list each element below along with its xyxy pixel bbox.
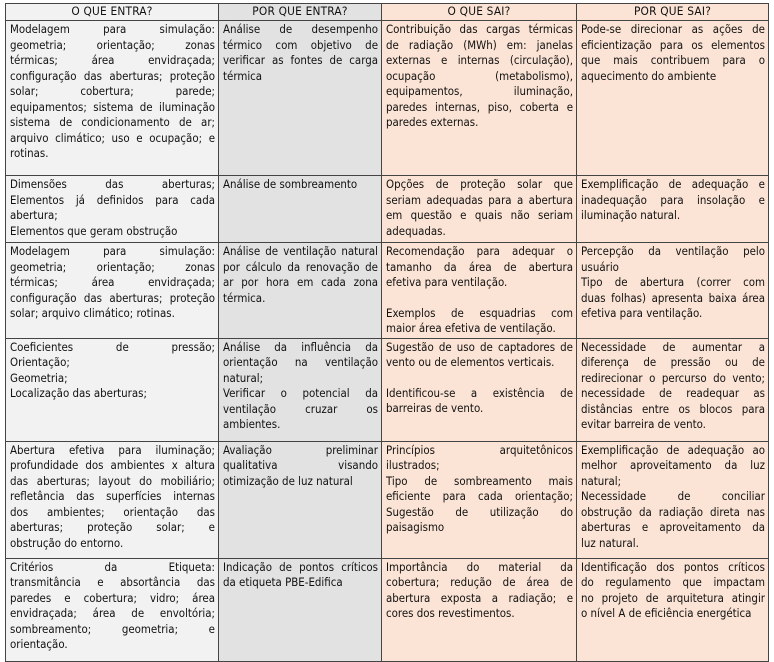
cell-text-line: Exemplificação de adequação e: [581, 177, 765, 191]
cell-text-line: o nível A de eficiência energética: [581, 606, 752, 620]
cell-text-line: Abertura efetiva para iluminação;: [10, 442, 215, 457]
cell-text-line: distâncias entre os blocos para: [581, 401, 765, 416]
cell-text-line: seriam adequadas para a abertura: [386, 192, 573, 207]
cell-text-line: Necessidade de conciliar: [581, 489, 765, 503]
por-que-entra-cell: [219, 558, 382, 661]
cell-text-line: Percepção da ventilação pelo: [581, 244, 765, 258]
cell-text-line: melhor aproveitamento da luz: [581, 458, 765, 472]
cell-text-line: diferença de pressão ou de: [581, 355, 765, 369]
cell-text-line: aberturas e aproveitamento da: [581, 520, 765, 534]
cell-text-line: paisagismo: [386, 520, 445, 534]
cell-text-line: Análise de sombreamento: [223, 177, 358, 191]
o-que-sai-cell: [382, 338, 577, 441]
cell-text-line: Tipo de abertura (correr com: [581, 275, 765, 289]
cell-text-line: Pode-se direcionar as ações de: [581, 22, 765, 36]
cell-text-line: Sugestão de utilização do: [386, 504, 573, 519]
cell-text-line: obstrução do entorno.: [10, 535, 124, 550]
table-row: [6, 441, 769, 558]
cell-text-line: Contribuição das cargas térmicas: [386, 22, 573, 36]
por-que-sai-cell: [577, 441, 769, 558]
cell-text-line: térmica: [223, 68, 263, 83]
cell-text-line: Identificou-se a existência de: [386, 385, 573, 400]
cell-text-line: Necessidade de aumentar a: [581, 339, 765, 354]
cell-text-line: abertura;: [10, 208, 58, 222]
cell-text-line: Critérios da Etiqueta:: [10, 559, 215, 574]
cell-text-line: térmica.: [223, 290, 266, 305]
cell-text-line: Exemplificação de adequação ao: [581, 442, 765, 457]
cell-text-line: envidraçada; área de envoltória;: [10, 606, 215, 620]
por-que-sai-cell: [577, 338, 769, 441]
cell-text-line: necessidade de readequar as: [581, 386, 765, 400]
cell-text-line: térmicas; área envidraçada;: [10, 275, 215, 289]
blank-line: [386, 291, 573, 306]
blank-line: [386, 371, 573, 386]
o-que-entra-cell: [6, 21, 219, 176]
table-row: [6, 338, 769, 441]
cell-text-line: aquecimento do ambiente: [581, 68, 717, 83]
cell-text-line: por cálculo da renovação de: [223, 259, 378, 274]
cell-text-line: configuração das aberturas; proteção: [10, 68, 215, 83]
cell-text-line: Recomendação para adequar o: [386, 244, 573, 258]
por-que-entra-cell: [219, 176, 382, 243]
cell-text-line: paredes internas, piso, coberta e: [386, 99, 573, 114]
header-por-que-entra: POR QUE ENTRA?: [219, 4, 382, 21]
table-row: [6, 21, 769, 176]
cell-text-line: Sugestão de uso de captadores de: [386, 339, 573, 354]
cell-text-line: efetiva para ventilação.: [581, 306, 703, 320]
cell-text-line: ar por hora em cada zona: [223, 275, 378, 289]
cell-text-line: Verificar o potencial da: [223, 386, 378, 400]
por-que-sai-cell: [577, 21, 769, 176]
cell-text-line: cobertura; redução de área de: [386, 575, 573, 589]
cell-text-line: Exemplos de esquadrias com: [386, 305, 573, 320]
cell-text-line: vento ou de elementos verticais.: [386, 355, 555, 369]
cell-text-line: transmitância e absortância das: [10, 575, 215, 589]
cell-text-line: que mais contribuem para o: [581, 53, 765, 67]
o-que-entra-cell: [6, 558, 219, 661]
cell-text-line: configuração das aberturas; proteção: [10, 290, 215, 305]
cell-text-line: Elementos que geram obstrução: [10, 223, 178, 238]
cell-text-line: paredes externas.: [386, 115, 479, 129]
cell-text-line: Opções de proteção solar que: [386, 177, 573, 191]
cell-text-line: solar; arquivo climático; rotinas.: [10, 306, 175, 320]
cell-text-line: Localização das aberturas;: [10, 386, 147, 400]
cell-text-line: ocupação (metabolismo),: [386, 68, 573, 83]
cell-text-line: térmico com objetivo de: [223, 37, 378, 52]
table-row: [6, 176, 769, 243]
por-que-sai-cell: [577, 176, 769, 243]
cell-text-line: solar; cobertura; parede;: [10, 84, 215, 98]
cell-text-line: profundidade dos ambientes x altura: [10, 458, 215, 472]
o-que-entra-cell: [6, 338, 219, 441]
cell-text-line: qualitativa visando: [223, 458, 378, 472]
cell-text-line: em questão e quais não seriam: [386, 208, 573, 222]
cell-text-line: arquivo climático; uso e ocupação; e: [10, 130, 215, 145]
cell-text-line: barreiras de vento.: [386, 401, 484, 415]
cell-text-line: Avaliação preliminar: [223, 442, 378, 457]
por-que-entra-cell: [219, 21, 382, 176]
cell-text-line: Identificação dos pontos críticos: [581, 559, 765, 574]
cell-text-line: externas e internas (circulação),: [386, 53, 573, 67]
cell-text-line: orientação.: [10, 637, 68, 651]
o-que-sai-cell: [382, 243, 577, 339]
cell-text-line: geometria; orientação; zonas: [10, 37, 215, 52]
cell-text-line: natural;: [223, 370, 264, 385]
cell-text-line: orientação na ventilação: [223, 355, 378, 369]
cell-text-line: luz natural.: [581, 535, 639, 550]
cell-text-line: tamanho da área de abertura: [386, 259, 573, 274]
o-que-entra-cell: [6, 176, 219, 243]
cell-text-line: usuário: [581, 259, 619, 274]
cell-text-line: ambientes.: [223, 417, 281, 431]
table-row: [6, 558, 769, 661]
cell-text-line: sombreamento; geometria; e: [10, 621, 215, 636]
input-output-table: [5, 3, 769, 662]
por-que-entra-cell: [219, 243, 382, 339]
cell-text-line: Importância do material da: [386, 559, 573, 574]
cell-text-line: Elementos já definidos para cada: [10, 192, 215, 207]
por-que-sai-cell: [577, 243, 769, 339]
cell-text-line: ilustrados;: [386, 458, 440, 472]
cell-text-line: aberturas; proteção solar; e: [10, 520, 215, 534]
cell-text-line: equipamentos; sistema de iluminação: [10, 99, 215, 114]
cell-text-line: paredes e cobertura; vidro; área: [10, 590, 215, 605]
por-que-sai-cell: [577, 558, 769, 661]
cell-text-line: Indicação de pontos críticos: [223, 559, 378, 574]
cell-text-line: Análise de desempenho: [223, 22, 378, 36]
cell-text-line: Análise de ventilação natural: [223, 244, 378, 258]
cell-text-line: Princípios arquitetônicos: [386, 442, 573, 457]
cell-text-line: Geometria;: [10, 370, 68, 385]
cell-text-line: otimização de luz natural: [223, 473, 353, 488]
cell-text-line: Modelagem para simulação:: [10, 22, 215, 36]
cell-text-line: Modelagem para simulação:: [10, 244, 215, 258]
cell-text-line: do regulamento que impactam: [581, 575, 765, 589]
cell-text-line: duas folhas) apresenta baixa área: [581, 290, 765, 305]
cell-text-line: Dimensões das aberturas;: [10, 177, 215, 191]
por-que-entra-cell: [219, 441, 382, 558]
cell-text-line: Orientação;: [10, 355, 70, 369]
cell-text-line: eficientização para os elementos: [581, 37, 765, 52]
cell-text-line: cores dos revestimentos.: [386, 606, 515, 620]
cell-text-line: da etiqueta PBE-Edifica: [223, 575, 343, 589]
cell-text-line: obstrução da radiação direta nas: [581, 504, 765, 519]
header-por-que-sai: POR QUE SAI?: [577, 4, 769, 21]
cell-text-line: de radiação (MWh) em: janelas: [386, 37, 573, 52]
o-que-entra-cell: [6, 243, 219, 339]
o-que-sai-cell: [382, 21, 577, 176]
cell-text-line: equipamentos, iluminação,: [386, 84, 573, 98]
cell-text-line: Tipo de sombreamento mais: [386, 473, 573, 488]
cell-text-line: rotinas.: [10, 146, 49, 160]
cell-text-line: inadequação para insolação e: [581, 192, 765, 207]
cell-text-line: ventilação cruzar os: [223, 401, 378, 416]
cell-text-line: verificar as fontes de carga: [223, 53, 378, 67]
cell-text-line: geometria; orientação; zonas: [10, 259, 215, 274]
cell-text-line: redirecionar o percurso do vento;: [581, 370, 765, 385]
cell-text-line: abertura exposta a radiação; e: [386, 590, 573, 605]
o-que-entra-cell: [6, 441, 219, 558]
cell-text-line: eficiente para cada orientação;: [386, 489, 573, 503]
o-que-sai-cell: [382, 441, 577, 558]
cell-text-line: Análise da influência da: [223, 339, 378, 354]
cell-text-line: sistema de condicionamento de ar;: [10, 115, 215, 129]
cell-text-line: iluminação natural.: [581, 208, 681, 222]
cell-text-line: natural;: [581, 473, 622, 488]
cell-text-line: efetiva para ventilação.: [386, 275, 508, 289]
header-row: [6, 4, 769, 21]
header-o-que-entra: O QUE ENTRA?: [6, 4, 219, 21]
cell-text-line: maior área efetiva de ventilação.: [386, 321, 556, 335]
header-o-que-sai: O QUE SAI?: [382, 4, 577, 21]
table-row: [6, 243, 769, 339]
cell-text-line: térmicas; área envidraçada;: [10, 53, 215, 67]
cell-text-line: dos ambientes; orientação das: [10, 504, 215, 519]
o-que-sai-cell: [382, 176, 577, 243]
o-que-sai-cell: [382, 558, 577, 661]
cell-text-line: evitar barreira de vento.: [581, 417, 706, 431]
por-que-entra-cell: [219, 338, 382, 441]
cell-text-line: refletância das superfícies internas: [10, 489, 215, 503]
cell-text-line: no projeto de arquitetura atingir: [581, 590, 765, 605]
cell-text-line: das aberturas; layout do mobiliário;: [10, 473, 215, 488]
cell-text-line: adequadas.: [386, 223, 446, 238]
cell-text-line: Coeficientes de pressão;: [10, 339, 215, 354]
